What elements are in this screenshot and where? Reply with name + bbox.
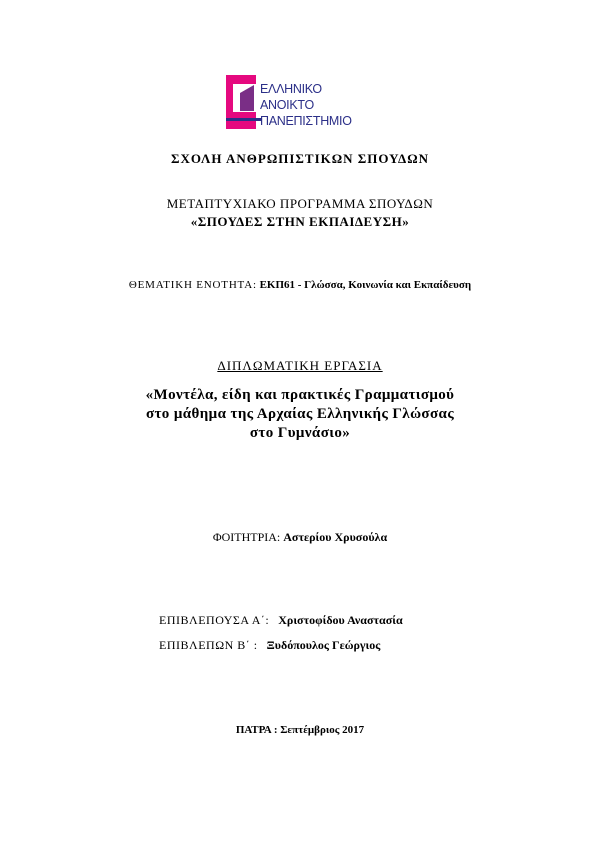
program-name: ΜΕΤΑΠΤΥΧΙΑΚΟ ΠΡΟΓΡΑΜΜΑ ΣΠΟΥΔΩΝ (166, 196, 434, 211)
thesis-label: ΔΙΠΛΩΜΑΤΙΚΗ ΕΡΓΑΣΙΑ (217, 358, 383, 373)
supervisor-b-name: Ξυδόπουλος Γεώργιος (266, 638, 381, 652)
thesis-title-line-1: «Μοντέλα, είδη και πρακτικές Γραμματισμού (145, 387, 455, 403)
thesis-title-line-2: στο μάθημα της Αρχαίας Ελληνικής Γλώσσας (145, 406, 455, 422)
thematic-unit (0, 279, 600, 291)
university-logo (224, 71, 384, 135)
thematic-unit-value: ΕΚΠ61 - Γλώσσα, Κοινωνία και Εκπαίδευση (259, 279, 472, 291)
supervisor-a-name: Χριστοφίδου Αναστασία (278, 613, 403, 627)
supervisor-b-label: ΕΠΙΒΛΕΠΩΝ Β΄ : (159, 638, 258, 652)
supervisor-a-label: ΕΠΙΒΛΕΠΟΥΣΑ Α΄: (159, 613, 270, 627)
logo-line-2: ΑΝΟΙΚΤΟ (260, 98, 314, 112)
thematic-unit-label: ΘΕΜΑΤΙΚΗ ΕΝΟΤΗΤΑ: (128, 279, 257, 291)
thesis-title (0, 386, 600, 443)
logo-line-3: ΠΑΝΕΠΙΣΤΗΜΙΟ (260, 114, 352, 128)
program-title: «ΣΠΟΥΔΕΣ ΣΤΗΝ ΕΚΠΑΙΔΕΥΣΗ» (190, 214, 410, 229)
supervisor-b (159, 638, 380, 653)
student-name: Αστερίου Χρυσούλα (283, 530, 388, 544)
logo-text (260, 81, 352, 129)
place-date: ΠΑΤΡΑ : Σεπτέμβριος 2017 (235, 724, 365, 736)
supervisor-a (159, 613, 403, 628)
student-label: ΦΟΙΤΗΤΡΙΑ: (212, 530, 281, 544)
logo-mark-icon (224, 71, 264, 135)
school-name: ΣΧΟΛΗ ΑΝΘΡΩΠΙΣΤΙΚΩΝ ΣΠΟΥΔΩΝ (170, 151, 430, 166)
logo-line-1: ΕΛΛΗΝΙΚΟ (260, 82, 322, 96)
thesis-title-line-3: στο Γυμνάσιο» (249, 425, 351, 441)
student (0, 530, 600, 545)
